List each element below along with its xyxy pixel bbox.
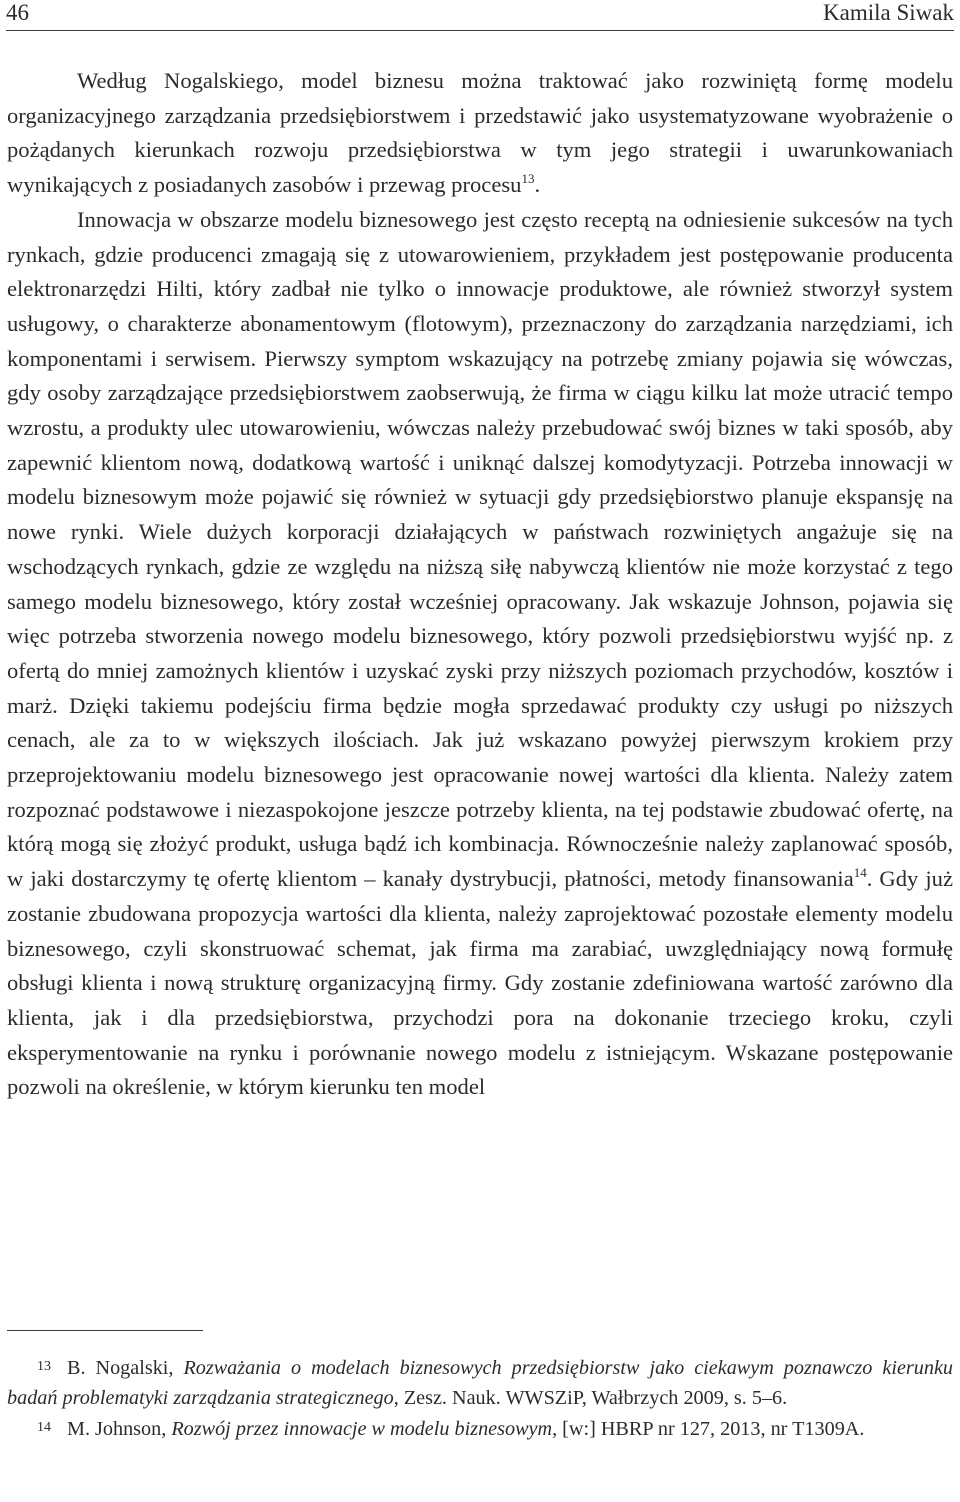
footnote-separator: [7, 1330, 203, 1331]
footnote-title: Rozważania o modelach biznesowych przedsiębiorstw jako ciekawym poznawczo kierunku badań problematyki zarządzania strategicznego: [7, 1357, 953, 1409]
footnotes: [7, 1352, 953, 1444]
footnote-details: , Zesz. Nauk. WWSZiP, Wałbrzych 2009, s. 5–6.: [393, 1387, 788, 1409]
footnote-author: B. Nogalski,: [67, 1357, 184, 1379]
footnote-number: 13: [37, 1359, 51, 1374]
page-number: 46: [6, 0, 29, 25]
footnote-14: [7, 1413, 953, 1444]
footnote-ref-14: 14: [853, 865, 867, 881]
paragraph-1: [7, 64, 953, 203]
footnote-number: 14: [37, 1420, 51, 1435]
footnote-ref-13: 13: [521, 171, 535, 187]
footnote-title: Rozwój przez innowacje w modelu biznesowym,: [171, 1418, 558, 1440]
main-text: [7, 64, 953, 1105]
footnote-author: M. Johnson,: [67, 1418, 172, 1440]
footnote-13: [7, 1352, 953, 1413]
paragraph-1-end: .: [534, 172, 541, 198]
paragraph-2-rest: . Gdy już zostanie zbudowana propozycja wartości dla klienta, należy zaprojektować pozostałe elementy modelu biznesowego, czyli skonstruować schemat, jak firma ma zarabiać, uwzględniający nową formułę obsługi klienta i nową strukturę organizacyjną firmy. Gdy zostanie zdefiniowana wartość zarówno dla klienta, jak i dla przedsiębiorstwa, przychodzi pora na dokonanie trzeciego kroku, czyli eksperymentowanie na rynku i porównanie nowego modelu z istniejącym. Wskazane postępowanie pozwoli na określenie, w którym kierunku ten model: [7, 866, 953, 1100]
running-head: [6, 0, 954, 31]
paragraph-2-text: Innowacja w obszarze modelu biznesowego jest często receptą na odniesienie sukcesów na tych rynkach, gdzie producenci zmagają się z utowarowieniem, przykładem jest postępowanie producenta elektronarzędzi Hilti, który zadbał nie tylko o innowacje produktowe, ale również stworzył system usługowy, o charakterze abonamentowym (flotowym), przeznaczony do zarządzania narzędziami, ich komponentami i serwisem. Pierwszy symptom wskazujący na potrzebę zmiany pojawia się wówczas, gdy osoby zarządzające przedsiębiorstwem zaobserwują, że firma w ciągu kilku lat może utracić tempo wzrostu, a produkty ulec utowarowieniu, wówczas należy przebudować swój biznes w taki sposób, aby zapewnić klientom nową, dodatkową wartość i uniknąć dalszej komodytyzacji. Potrzeba innowacji w modelu biznesowym może pojawić się również w sytuacji gdy przedsiębiorstwo planuje ekspansję na nowe rynki. Wiele dużych korporacji działających w państwach rozwiniętych angażuje się na wschodzących rynkach, gdzie ze względu na niższą siłę nabywczą klientów nie może korzystać z tego samego modelu biznesowego, który został wcześniej opracowany. Jak wskazuje Johnson, pojawia się więc potrzeba stworzenia nowego modelu biznesowego, który pozwoli przedsiębiorstwu wyjść np. z ofertą do mniej zamożnych klientów i uzyskać zyski przy niższych poziomach przychodów, kosztów i marż. Dzięki takiemu podejściu firma będzie mogła sprzedawać produkty czy usługi po niższych cenach, ale za to w większych ilościach. Jak już wskazano powyżej pierwszym krokiem przy przeprojektowaniu modelu biznesowego jest opracowanie nowej wartości dla klienta. Należy zatem rozpoznać podstawowe i niezaspokojone jeszcze potrzeby klienta, na tej podstawie zbudować ofertę, na którą mogą się złożyć produkt, usługa bądź ich kombinacja. Równocześnie należy zaplanować sposób, w jaki dostarczymy tę ofertę klientom – kanały dystrybucji, płatności, metody finansowania: [7, 206, 953, 892]
paragraph-2: [7, 203, 953, 1105]
footnote-details: [w:] HBRP nr 127, 2013, nr T1309A.: [557, 1418, 865, 1440]
paragraph-1-text: Według Nogalskiego, model biznesu można traktować jako rozwiniętą formę modelu organizacyjnego zarządzania przedsiębiorstwem i przedstawić jako usystematyzowane wyobrażenie o pożądanych kierunkach rozwoju przedsiębiorstwa w tym jego strategii i uwarunkowaniach wynikających z posiadanych zasobów i przewag procesu: [7, 68, 953, 198]
running-head-author: Kamila Siwak: [823, 0, 954, 25]
